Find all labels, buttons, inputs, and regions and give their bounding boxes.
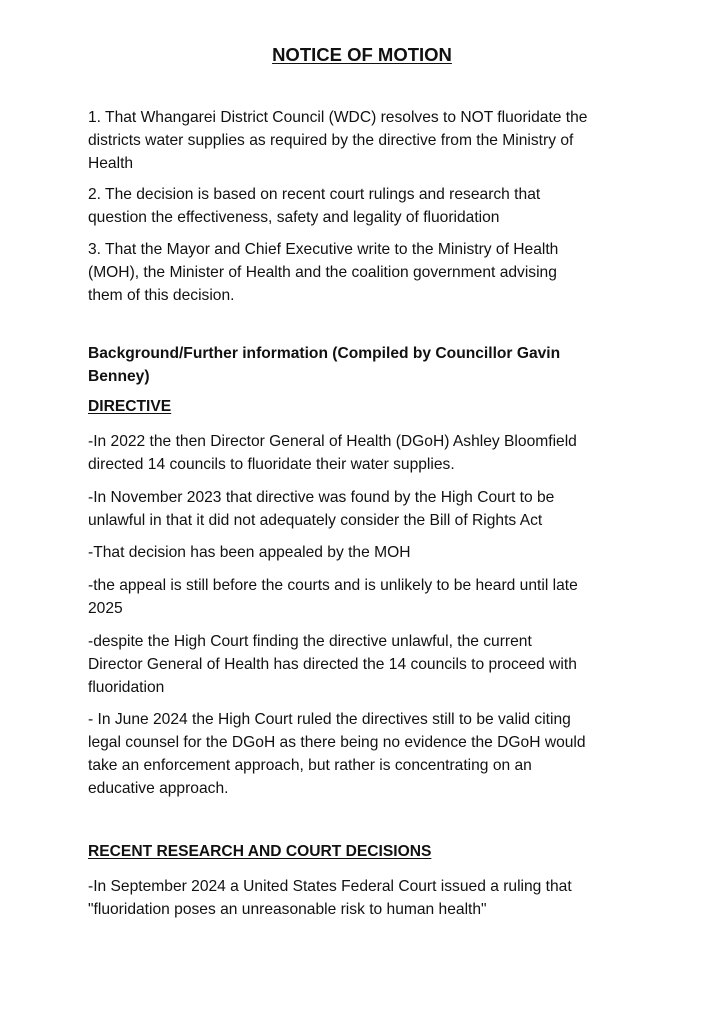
text-line: Background/Further information (Compiled by Councillor Gavin — [88, 345, 561, 362]
text-line: unlawful in that it did not adequately consider the Bill of Rights Act — [88, 512, 543, 529]
text-line: take an enforcement approach, but rather is concentrating on an — [88, 757, 532, 774]
text-line: 3. That the Mayor and Chief Executive write to the Ministry of Health — [88, 241, 559, 258]
directive-point-4 — [88, 574, 658, 620]
text-line: them of this decision. — [88, 287, 235, 304]
text-line: 1. That Whangarei District Council (WDC) resolves to NOT fluoridate the — [88, 109, 588, 126]
text-line: Health — [88, 155, 134, 172]
research-point-1 — [88, 875, 658, 921]
directive-point-3 — [88, 541, 658, 564]
text-line: -In November 2023 that directive was found by the High Court to be — [88, 489, 555, 506]
motion-item-1 — [88, 106, 658, 175]
text-line: -the appeal is still before the courts and is unlikely to be heard until late — [88, 577, 578, 594]
directive-point-6 — [88, 708, 658, 800]
text-line: -That decision has been appealed by the MOH — [88, 544, 411, 561]
text-line: question the effectiveness, safety and legality of fluoridation — [88, 209, 500, 226]
text-line: -In 2022 the then Director General of Health (DGoH) Ashley Bloomfield — [88, 433, 577, 450]
text-line: fluoridation — [88, 679, 165, 696]
text-line: Benney) — [88, 368, 150, 385]
directive-point-2 — [88, 486, 658, 532]
research-heading: RECENT RESEARCH AND COURT DECISIONS — [88, 843, 432, 860]
text-line: "fluoridation poses an unreasonable risk to human health" — [88, 901, 487, 918]
directive-point-5 — [88, 630, 658, 699]
text-line: -In September 2024 a United States Federal Court issued a ruling that — [88, 878, 572, 895]
text-line: districts water supplies as required by the directive from the Ministry of — [88, 132, 574, 149]
motion-item-2 — [88, 183, 658, 229]
text-line: directed 14 councils to fluoridate their water supplies. — [88, 456, 455, 473]
text-line: (MOH), the Minister of Health and the coalition government advising — [88, 264, 557, 281]
background-heading — [88, 342, 658, 388]
text-line: -despite the High Court finding the directive unlawful, the current — [88, 633, 532, 650]
text-line: educative approach. — [88, 780, 229, 797]
document-title: NOTICE OF MOTION — [272, 44, 452, 65]
text-line: - In June 2024 the High Court ruled the directives still to be valid citing — [88, 711, 571, 728]
text-line: 2. The decision is based on recent court rulings and research that — [88, 186, 541, 203]
directive-point-1 — [88, 430, 658, 476]
motion-item-3 — [88, 238, 658, 307]
text-line: 2025 — [88, 600, 123, 617]
directive-heading: DIRECTIVE — [88, 398, 172, 415]
text-line: legal counsel for the DGoH as there being no evidence the DGoH would — [88, 734, 586, 751]
text-line: Director General of Health has directed the 14 councils to proceed with — [88, 656, 577, 673]
